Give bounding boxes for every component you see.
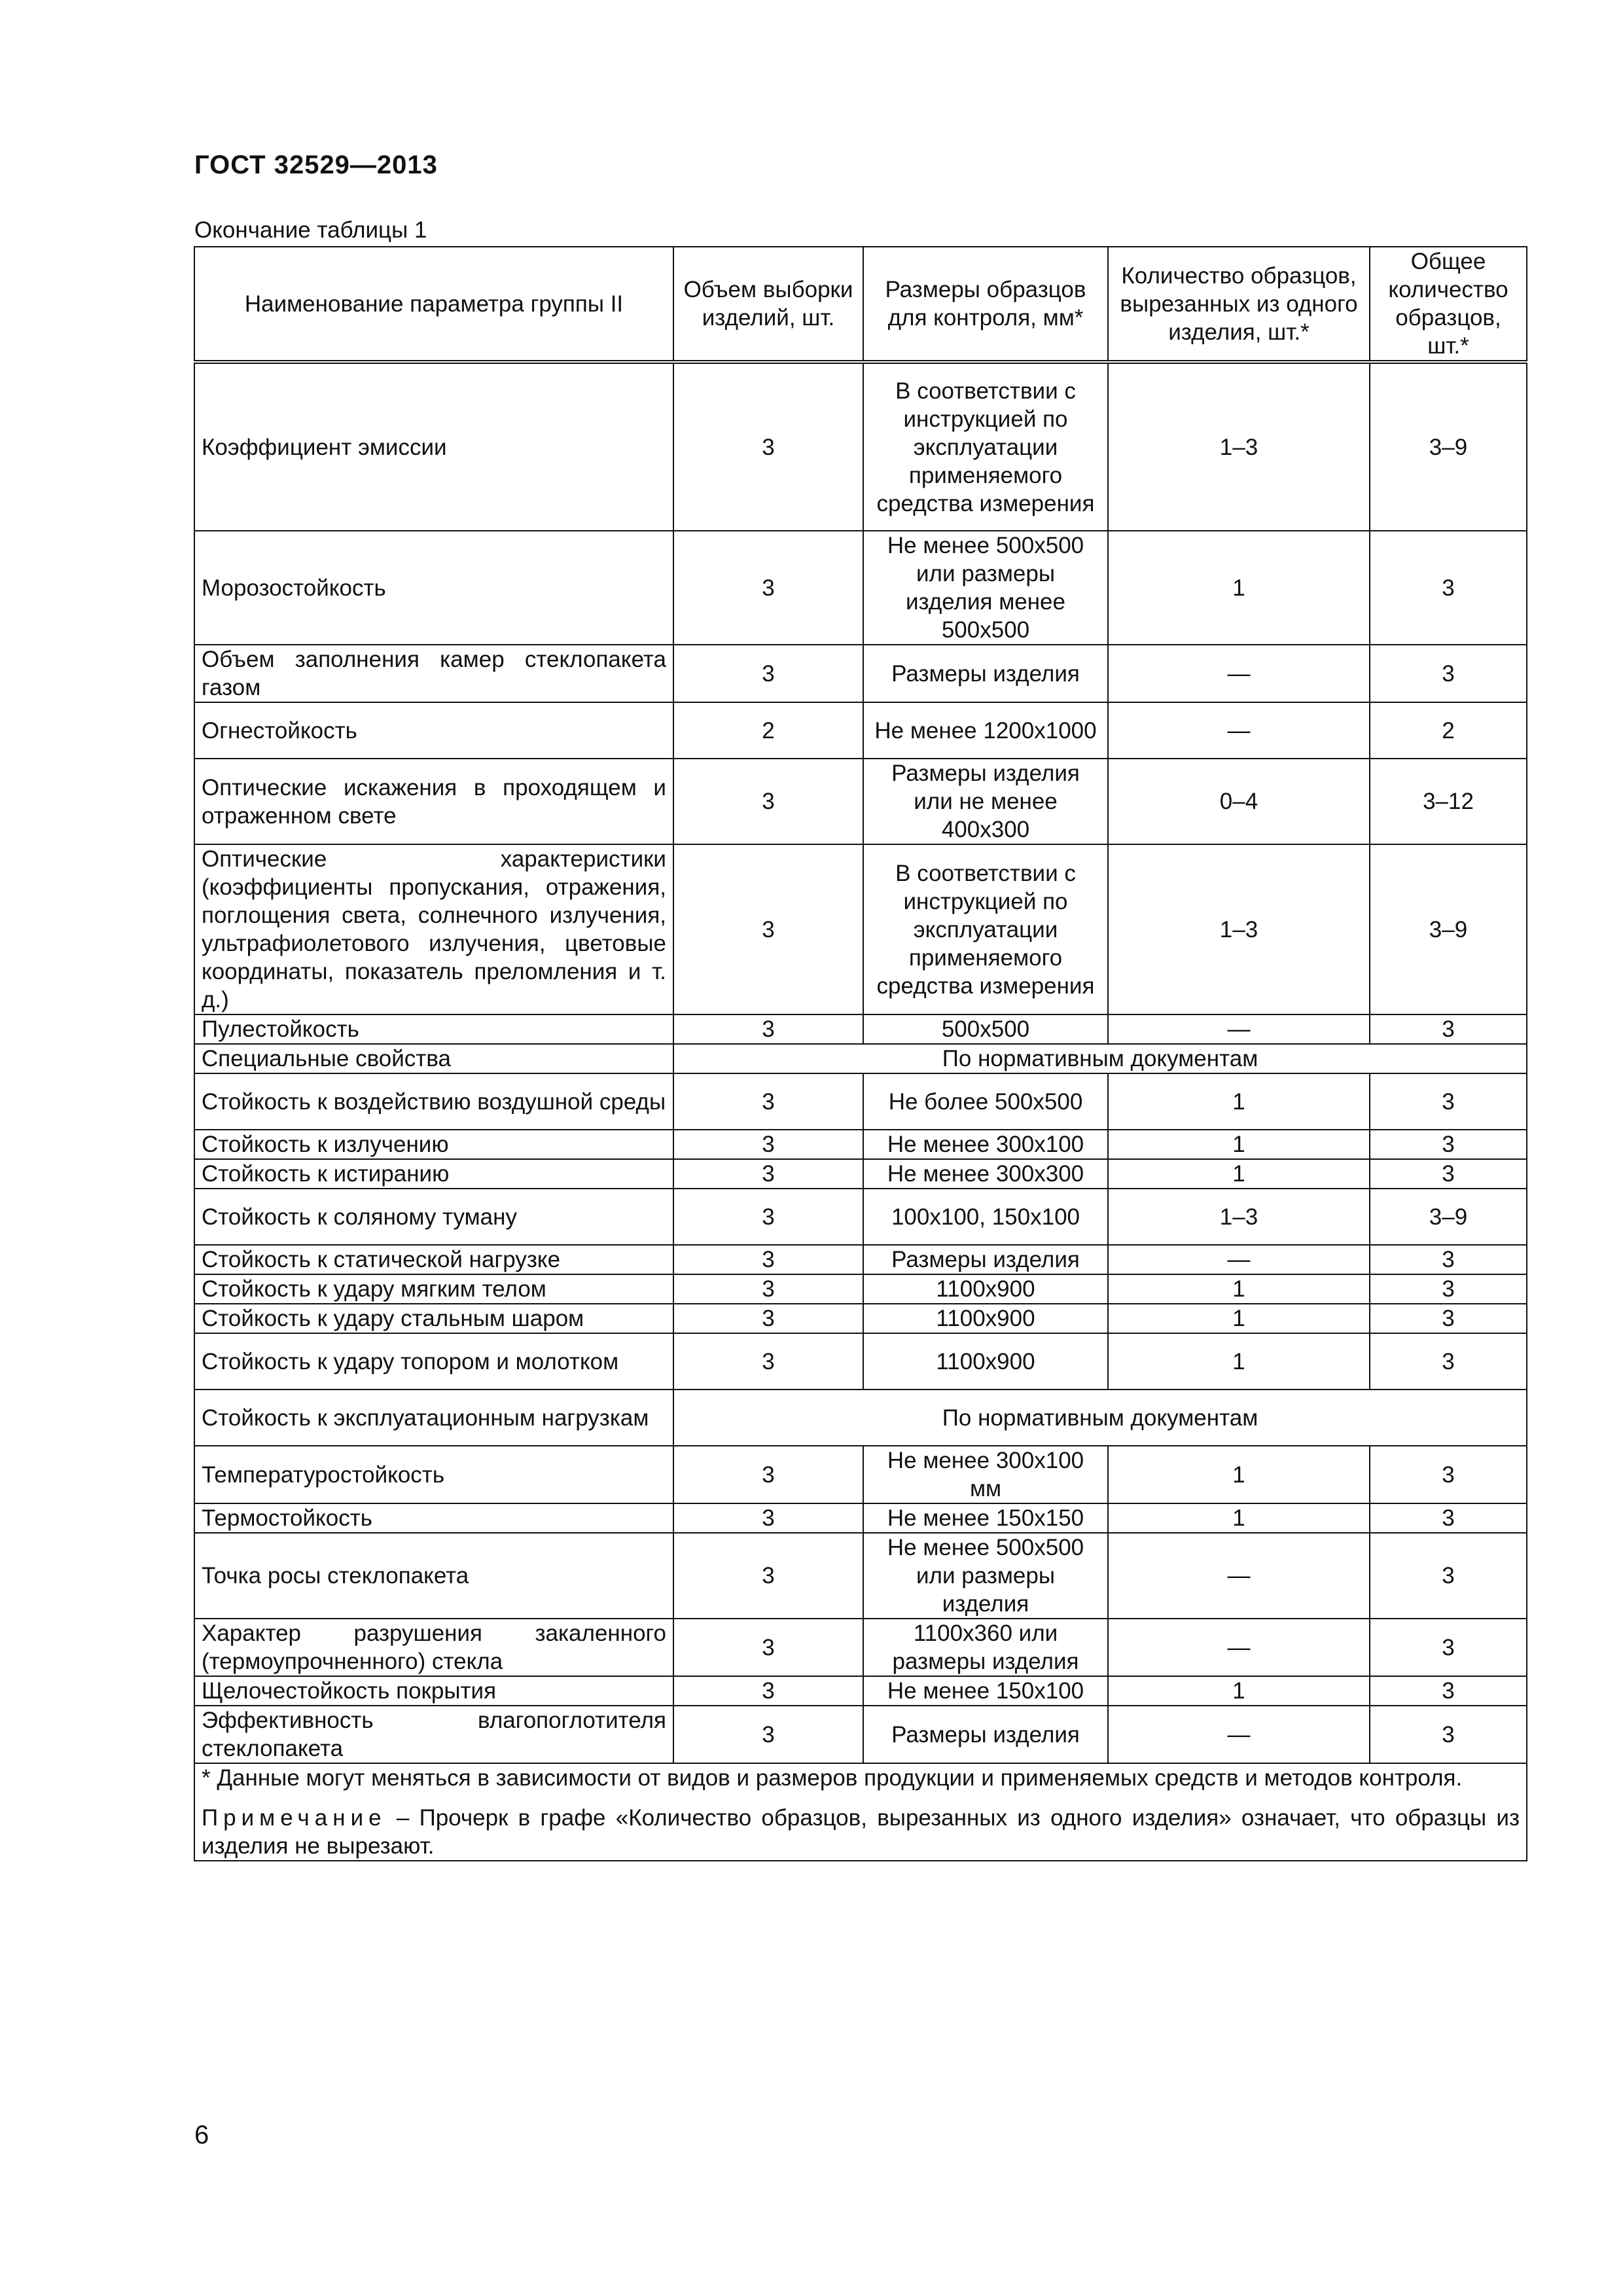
specimens-per-item-cell: 1 — [1108, 1503, 1370, 1533]
header-specimen-dimensions: Размеры образцов для контроля, мм* — [863, 247, 1108, 362]
parameter-name-cell: Стойкость к удару стальным шаром — [194, 1304, 673, 1333]
specimens-per-item-cell: — — [1108, 702, 1370, 759]
parameters-table — [194, 246, 1527, 1861]
sample-size-cell: 2 — [673, 702, 863, 759]
sample-size-cell: 3 — [673, 759, 863, 844]
total-specimens-cell: 3 — [1370, 1274, 1527, 1304]
sample-size-cell: 3 — [673, 1333, 863, 1390]
table-row — [194, 1014, 1527, 1044]
specimen-dimensions-cell: Размеры изделия — [863, 1245, 1108, 1274]
sample-size-cell: 3 — [673, 1130, 863, 1159]
total-specimens-cell: 3 — [1370, 1619, 1527, 1676]
specimen-dimensions-cell: Не менее 150x150 — [863, 1503, 1108, 1533]
parameter-name-cell: Огнестойкость — [194, 702, 673, 759]
sample-size-cell: 3 — [673, 1274, 863, 1304]
parameter-name-cell: Морозостойкость — [194, 531, 673, 645]
total-specimens-cell: 3–9 — [1370, 1189, 1527, 1245]
specimen-dimensions-cell: Не менее 150x100 — [863, 1676, 1108, 1706]
spanned-note-cell: По нормативным документам — [673, 1390, 1527, 1446]
specimens-per-item-cell: — — [1108, 1533, 1370, 1619]
specimen-dimensions-cell: Не менее 300x100 — [863, 1130, 1108, 1159]
parameter-name-cell: Термостойкость — [194, 1503, 673, 1533]
total-specimens-cell: 3 — [1370, 1333, 1527, 1390]
specimens-per-item-cell: 1 — [1108, 1130, 1370, 1159]
total-specimens-cell: 3 — [1370, 1706, 1527, 1763]
table-row — [194, 1245, 1527, 1274]
parameter-name-cell: Температуростойкость — [194, 1446, 673, 1503]
parameter-name-cell: Стойкость к излучению — [194, 1130, 673, 1159]
header-specimens-per-item: Количество образцов, вырезанных из одного изделия, шт.* — [1108, 247, 1370, 362]
parameter-name-cell: Стойкость к воздействию воздушной среды — [194, 1073, 673, 1130]
specimens-per-item-cell: 1 — [1108, 1676, 1370, 1706]
specimens-per-item-cell: — — [1108, 1706, 1370, 1763]
sample-size-cell: 3 — [673, 1619, 863, 1676]
parameter-name-cell: Специальные свойства — [194, 1044, 673, 1073]
table-row — [194, 1676, 1527, 1706]
total-specimens-cell: 3–9 — [1370, 362, 1527, 531]
note-text: – Прочерк в графе «Количество образцов, вырезанных из одного изделия» означает, что образцы из изделия не вырезают. — [202, 1805, 1520, 1859]
specimens-per-item-cell: — — [1108, 1619, 1370, 1676]
specimen-dimensions-cell: Не менее 500x500 или размеры изделия — [863, 1533, 1108, 1619]
specimen-dimensions-cell: 500x500 — [863, 1014, 1108, 1044]
header-parameter-name: Наименование параметра группы II — [194, 247, 673, 362]
table-row — [194, 1446, 1527, 1503]
total-specimens-cell: 3 — [1370, 1245, 1527, 1274]
parameter-name-cell: Объем заполнения камер стеклопакета газом — [194, 645, 673, 702]
specimens-per-item-cell: 1 — [1108, 1333, 1370, 1390]
total-specimens-cell: 3–9 — [1370, 844, 1527, 1014]
table-row — [194, 1189, 1527, 1245]
sample-size-cell: 3 — [673, 362, 863, 531]
table-row — [194, 844, 1527, 1014]
sample-size-cell: 3 — [673, 531, 863, 645]
parameter-name-cell: Стойкость к эксплуатационным нагрузкам — [194, 1390, 673, 1446]
spanned-note-cell: По нормативным документам — [673, 1044, 1527, 1073]
specimens-per-item-cell: 0–4 — [1108, 759, 1370, 844]
table-row — [194, 1333, 1527, 1390]
sample-size-cell: 3 — [673, 1159, 863, 1189]
header-total-specimens: Общее количество образцов, шт.* — [1370, 247, 1527, 362]
specimen-dimensions-cell: 1100x900 — [863, 1333, 1108, 1390]
parameter-name-cell: Оптические характеристики (коэффициенты пропускания, отражения, поглощения света, солнечного излучения, ультрафиолетового излучения, цветовые координаты, показатель преломления и т. д.) — [194, 844, 673, 1014]
parameter-name-cell: Эффективность влагопоглотителя стеклопакета — [194, 1706, 673, 1763]
sample-size-cell: 3 — [673, 645, 863, 702]
parameter-name-cell: Характер разрушения закаленного (термоупрочненного) стекла — [194, 1619, 673, 1676]
specimen-dimensions-cell: Не менее 300x300 — [863, 1159, 1108, 1189]
specimens-per-item-cell: 1 — [1108, 531, 1370, 645]
specimen-dimensions-cell: Не более 500x500 — [863, 1073, 1108, 1130]
total-specimens-cell: 3 — [1370, 531, 1527, 645]
table-row — [194, 362, 1527, 531]
table-footnote-row — [194, 1763, 1527, 1861]
specimens-per-item-cell: 1 — [1108, 1446, 1370, 1503]
specimens-per-item-cell: 1 — [1108, 1159, 1370, 1189]
specimen-dimensions-cell: Не менее 300x100 мм — [863, 1446, 1108, 1503]
table-row — [194, 1503, 1527, 1533]
sample-size-cell: 3 — [673, 1503, 863, 1533]
table-footnote-cell — [194, 1763, 1527, 1861]
parameter-name-cell: Щелочестойкость покрытия — [194, 1676, 673, 1706]
total-specimens-cell: 3 — [1370, 1533, 1527, 1619]
total-specimens-cell: 3 — [1370, 1130, 1527, 1159]
specimen-dimensions-cell: 1100x360 или размеры изделия — [863, 1619, 1108, 1676]
specimens-per-item-cell: — — [1108, 1014, 1370, 1044]
parameter-name-cell: Точка росы стеклопакета — [194, 1533, 673, 1619]
total-specimens-cell: 3 — [1370, 645, 1527, 702]
specimen-dimensions-cell: В соответствии с инструкцией по эксплуатации применяемого средства измерения — [863, 844, 1108, 1014]
total-specimens-cell: 3 — [1370, 1446, 1527, 1503]
table-caption: Окончание таблицы 1 — [194, 217, 427, 243]
specimen-dimensions-cell: Не менее 1200x1000 — [863, 702, 1108, 759]
specimen-dimensions-cell: 1100x900 — [863, 1304, 1108, 1333]
parameter-name-cell: Стойкость к удару мягким телом — [194, 1274, 673, 1304]
parameter-name-cell: Стойкость к удару топором и молотком — [194, 1333, 673, 1390]
table-row — [194, 1130, 1527, 1159]
table-header-row — [194, 247, 1527, 362]
specimens-per-item-cell: — — [1108, 645, 1370, 702]
total-specimens-cell: 3 — [1370, 1676, 1527, 1706]
specimens-per-item-cell: 1–3 — [1108, 362, 1370, 531]
specimen-dimensions-cell: 1100x900 — [863, 1274, 1108, 1304]
table-row — [194, 759, 1527, 844]
total-specimens-cell: 2 — [1370, 702, 1527, 759]
sample-size-cell: 3 — [673, 1706, 863, 1763]
sample-size-cell: 3 — [673, 1073, 863, 1130]
specimen-dimensions-cell: Размеры изделия — [863, 1706, 1108, 1763]
sample-size-cell: 3 — [673, 1533, 863, 1619]
specimen-dimensions-cell: 100x100, 150x100 — [863, 1189, 1108, 1245]
table-row — [194, 1533, 1527, 1619]
note-label: Примечание — [202, 1805, 387, 1831]
note-paragraph — [202, 1804, 1520, 1860]
parameter-name-cell: Стойкость к статической нагрузке — [194, 1245, 673, 1274]
table-row — [194, 1274, 1527, 1304]
table-row — [194, 1390, 1527, 1446]
total-specimens-cell: 3 — [1370, 1014, 1527, 1044]
total-specimens-cell: 3 — [1370, 1159, 1527, 1189]
table-row — [194, 1304, 1527, 1333]
parameter-name-cell: Пулестойкость — [194, 1014, 673, 1044]
sample-size-cell: 3 — [673, 1014, 863, 1044]
specimens-per-item-cell: 1 — [1108, 1073, 1370, 1130]
table-row — [194, 1619, 1527, 1676]
specimens-per-item-cell: 1–3 — [1108, 1189, 1370, 1245]
table-row — [194, 1706, 1527, 1763]
specimens-per-item-cell: 1 — [1108, 1304, 1370, 1333]
document-header: ГОСТ 32529—2013 — [194, 151, 438, 179]
sample-size-cell: 3 — [673, 1245, 863, 1274]
header-sample-size: Объем выборки изделий, шт. — [673, 247, 863, 362]
specimen-dimensions-cell: Размеры изделия — [863, 645, 1108, 702]
table-row — [194, 1073, 1527, 1130]
total-specimens-cell: 3 — [1370, 1503, 1527, 1533]
specimens-per-item-cell: 1 — [1108, 1274, 1370, 1304]
table-body — [194, 362, 1527, 1763]
parameter-name-cell: Стойкость к истиранию — [194, 1159, 673, 1189]
sample-size-cell: 3 — [673, 1676, 863, 1706]
table-row — [194, 1044, 1527, 1073]
total-specimens-cell: 3 — [1370, 1304, 1527, 1333]
sample-size-cell: 3 — [673, 844, 863, 1014]
table-row — [194, 645, 1527, 702]
parameter-name-cell: Оптические искажения в проходящем и отраженном свете — [194, 759, 673, 844]
table-row — [194, 531, 1527, 645]
specimen-dimensions-cell: Размеры изделия или не менее 400x300 — [863, 759, 1108, 844]
sample-size-cell: 3 — [673, 1304, 863, 1333]
table-container — [194, 246, 1526, 1861]
specimen-dimensions-cell: Не менее 500x500 или размеры изделия менее 500x500 — [863, 531, 1108, 645]
specimens-per-item-cell: 1–3 — [1108, 844, 1370, 1014]
page-number: 6 — [194, 2121, 209, 2149]
total-specimens-cell: 3 — [1370, 1073, 1527, 1130]
specimens-per-item-cell: — — [1108, 1245, 1370, 1274]
parameter-name-cell: Стойкость к соляному туману — [194, 1189, 673, 1245]
sample-size-cell: 3 — [673, 1446, 863, 1503]
footnote-text: * Данные могут меняться в зависимости от видов и размеров продукции и применяемых средств и методов контроля. — [202, 1765, 1463, 1791]
sample-size-cell: 3 — [673, 1189, 863, 1245]
specimen-dimensions-cell: В соответствии с инструкцией по эксплуатации применяемого средства измерения — [863, 362, 1108, 531]
parameter-name-cell: Коэффициент эмиссии — [194, 362, 673, 531]
total-specimens-cell: 3–12 — [1370, 759, 1527, 844]
table-row — [194, 1159, 1527, 1189]
table-row — [194, 702, 1527, 759]
